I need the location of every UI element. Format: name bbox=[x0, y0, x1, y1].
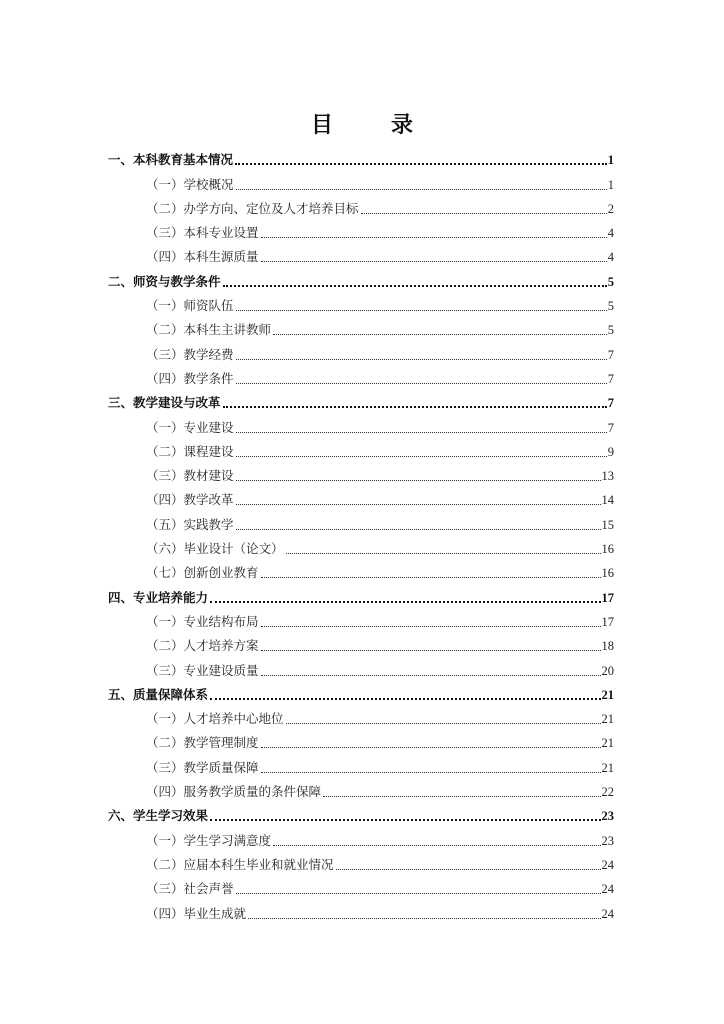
toc-section-label: 五、质量保障体系 bbox=[108, 686, 209, 702]
toc-page-number: 24 bbox=[601, 906, 614, 921]
toc-page-number: 1 bbox=[607, 177, 614, 192]
toc-page-number: 23 bbox=[601, 833, 614, 848]
dot-leader bbox=[248, 918, 600, 919]
toc-section-entry[interactable] bbox=[108, 583, 614, 607]
dot-leader bbox=[261, 626, 601, 627]
dot-leader bbox=[236, 529, 601, 530]
toc-page-number: 17 bbox=[601, 590, 614, 605]
toc-subsection-label: （一）人才培养中心地位 bbox=[146, 711, 284, 727]
toc-page-number: 20 bbox=[601, 663, 614, 678]
dot-leader bbox=[286, 723, 601, 724]
toc-subsection-label: （七）创新创业教育 bbox=[146, 565, 259, 581]
toc-subsection-label: （三）社会声誉 bbox=[146, 881, 234, 897]
dot-leader bbox=[236, 893, 601, 894]
toc-subsection-entry[interactable] bbox=[108, 243, 614, 267]
toc-subsection-entry[interactable] bbox=[108, 413, 614, 437]
dot-leader bbox=[210, 698, 600, 700]
dot-leader bbox=[336, 869, 601, 870]
dot-leader bbox=[261, 237, 607, 238]
dot-leader bbox=[261, 261, 607, 262]
toc-page-number: 24 bbox=[601, 882, 614, 897]
dot-leader bbox=[236, 310, 607, 311]
toc-subsection-label: （一）专业建设 bbox=[146, 419, 234, 435]
toc-subsection-entry[interactable] bbox=[108, 826, 614, 850]
toc-subsection-label: （一）专业结构布局 bbox=[146, 613, 259, 629]
dot-leader bbox=[210, 601, 600, 603]
toc-section-label: 一、本科教育基本情况 bbox=[108, 152, 234, 168]
toc-subsection-label: （二）教学管理制度 bbox=[146, 735, 259, 751]
toc-subsection-label: （三）教学经费 bbox=[146, 346, 234, 362]
toc-section-entry[interactable] bbox=[108, 389, 614, 413]
toc-subsection-entry[interactable] bbox=[108, 438, 614, 462]
toc-subsection-entry[interactable] bbox=[108, 462, 614, 486]
toc-subsection-label: （二）应届本科生毕业和就业情况 bbox=[146, 856, 334, 872]
dot-leader bbox=[223, 285, 607, 287]
dot-leader bbox=[361, 213, 607, 214]
dot-leader bbox=[273, 845, 600, 846]
dot-leader bbox=[261, 772, 601, 773]
toc-subsection-entry[interactable] bbox=[108, 753, 614, 777]
toc-subsection-label: （二）办学方向、定位及人才培养目标 bbox=[146, 200, 359, 216]
toc-subsection-label: （一）学生学习满意度 bbox=[146, 832, 272, 848]
toc-section-label: 三、教学建设与改革 bbox=[108, 395, 221, 411]
toc-page-number: 21 bbox=[601, 712, 614, 727]
dot-leader bbox=[286, 553, 601, 554]
toc-subsection-entry[interactable] bbox=[108, 486, 614, 510]
toc-subsection-entry[interactable] bbox=[108, 340, 614, 364]
toc-subsection-label: （四）服务教学质量的条件保障 bbox=[146, 784, 322, 800]
toc-subsection-label: （二）课程建设 bbox=[146, 443, 234, 459]
dot-leader bbox=[236, 359, 607, 360]
toc-subsection-label: （三）教材建设 bbox=[146, 468, 234, 484]
toc-page-number: 2 bbox=[607, 201, 614, 216]
toc-page-number: 5 bbox=[607, 323, 614, 338]
toc-subsection-label: （三）教学质量保障 bbox=[146, 759, 259, 775]
toc-subsection-entry[interactable] bbox=[108, 899, 614, 923]
dot-leader bbox=[261, 747, 601, 748]
toc-subsection-entry[interactable] bbox=[108, 292, 614, 316]
toc-subsection-label: （一）师资队伍 bbox=[146, 298, 234, 314]
toc-subsection-label: （二）人才培养方案 bbox=[146, 638, 259, 654]
dot-leader bbox=[236, 432, 607, 433]
toc-subsection-entry[interactable] bbox=[108, 559, 614, 583]
dot-leader bbox=[236, 480, 601, 481]
toc-page-number: 18 bbox=[601, 639, 614, 654]
dot-leader bbox=[223, 406, 607, 408]
toc-page-number: 7 bbox=[607, 396, 614, 411]
toc-section-label: 二、师资与教学条件 bbox=[108, 273, 221, 289]
dot-leader bbox=[261, 675, 601, 676]
toc-page-number: 4 bbox=[607, 250, 614, 265]
toc-subsection-entry[interactable] bbox=[108, 219, 614, 243]
toc-page-number: 24 bbox=[601, 857, 614, 872]
dot-leader bbox=[236, 456, 607, 457]
toc-page-number: 23 bbox=[601, 809, 614, 824]
toc-subsection-entry[interactable] bbox=[108, 195, 614, 219]
toc-subsection-entry[interactable] bbox=[108, 170, 614, 194]
dot-leader bbox=[236, 383, 607, 384]
toc-page-number: 17 bbox=[601, 614, 614, 629]
table-of-contents bbox=[108, 146, 614, 924]
dot-leader bbox=[323, 796, 600, 797]
toc-subsection-entry[interactable] bbox=[108, 365, 614, 389]
toc-subsection-entry[interactable] bbox=[108, 875, 614, 899]
dot-leader bbox=[236, 189, 607, 190]
toc-section-entry[interactable] bbox=[108, 681, 614, 705]
toc-page-number: 15 bbox=[601, 517, 614, 532]
toc-page-number: 21 bbox=[601, 736, 614, 751]
toc-subsection-entry[interactable] bbox=[108, 510, 614, 534]
toc-section-entry[interactable] bbox=[108, 267, 614, 291]
toc-page-number: 7 bbox=[607, 347, 614, 362]
toc-page-number: 5 bbox=[607, 274, 614, 289]
toc-subsection-label: （三）本科专业设置 bbox=[146, 225, 259, 241]
toc-title: 目 录 bbox=[310, 113, 431, 138]
toc-page-number: 21 bbox=[601, 687, 614, 702]
dot-leader bbox=[235, 163, 607, 165]
toc-section-entry[interactable] bbox=[108, 146, 614, 170]
toc-section-label: 六、学生学习效果 bbox=[108, 808, 209, 824]
toc-subsection-entry[interactable] bbox=[108, 778, 614, 802]
toc-page-number: 16 bbox=[601, 566, 614, 581]
toc-subsection-entry[interactable] bbox=[108, 851, 614, 875]
dot-leader bbox=[210, 819, 600, 821]
toc-page-number: 1 bbox=[607, 153, 614, 168]
toc-page-number: 4 bbox=[607, 226, 614, 241]
toc-subsection-label: （四）教学改革 bbox=[146, 492, 234, 508]
toc-subsection-entry[interactable] bbox=[108, 632, 614, 656]
toc-page-number: 7 bbox=[607, 420, 614, 435]
dot-leader bbox=[261, 650, 601, 651]
toc-page-number: 13 bbox=[601, 469, 614, 484]
toc-subsection-label: （四）教学条件 bbox=[146, 370, 234, 386]
toc-subsection-label: （三）专业建设质量 bbox=[146, 662, 259, 678]
toc-subsection-label: （一）学校概况 bbox=[146, 176, 234, 192]
toc-subsection-entry[interactable] bbox=[108, 316, 614, 340]
toc-section-label: 四、专业培养能力 bbox=[108, 589, 209, 605]
toc-subsection-label: （五）实践教学 bbox=[146, 516, 234, 532]
toc-subsection-label: （四）本科生源质量 bbox=[146, 249, 259, 265]
toc-page-number: 9 bbox=[607, 444, 614, 459]
toc-subsection-entry[interactable] bbox=[108, 705, 614, 729]
toc-page-number: 7 bbox=[607, 371, 614, 386]
toc-section-entry[interactable] bbox=[108, 802, 614, 826]
toc-subsection-entry[interactable] bbox=[108, 608, 614, 632]
dot-leader bbox=[261, 577, 601, 578]
dot-leader bbox=[236, 504, 601, 505]
dot-leader bbox=[273, 334, 607, 335]
toc-page-number: 21 bbox=[601, 760, 614, 775]
toc-subsection-entry[interactable] bbox=[108, 729, 614, 753]
toc-page-number: 16 bbox=[601, 542, 614, 557]
toc-page-number: 22 bbox=[601, 785, 614, 800]
toc-page-number: 14 bbox=[601, 493, 614, 508]
toc-page-number: 5 bbox=[607, 299, 614, 314]
toc-subsection-label: （二）本科生主讲教师 bbox=[146, 322, 272, 338]
toc-subsection-label: （六）毕业设计（论文） bbox=[146, 541, 284, 557]
toc-subsection-entry[interactable] bbox=[108, 535, 614, 559]
toc-subsection-label: （四）毕业生成就 bbox=[146, 905, 247, 921]
toc-subsection-entry[interactable] bbox=[108, 656, 614, 680]
